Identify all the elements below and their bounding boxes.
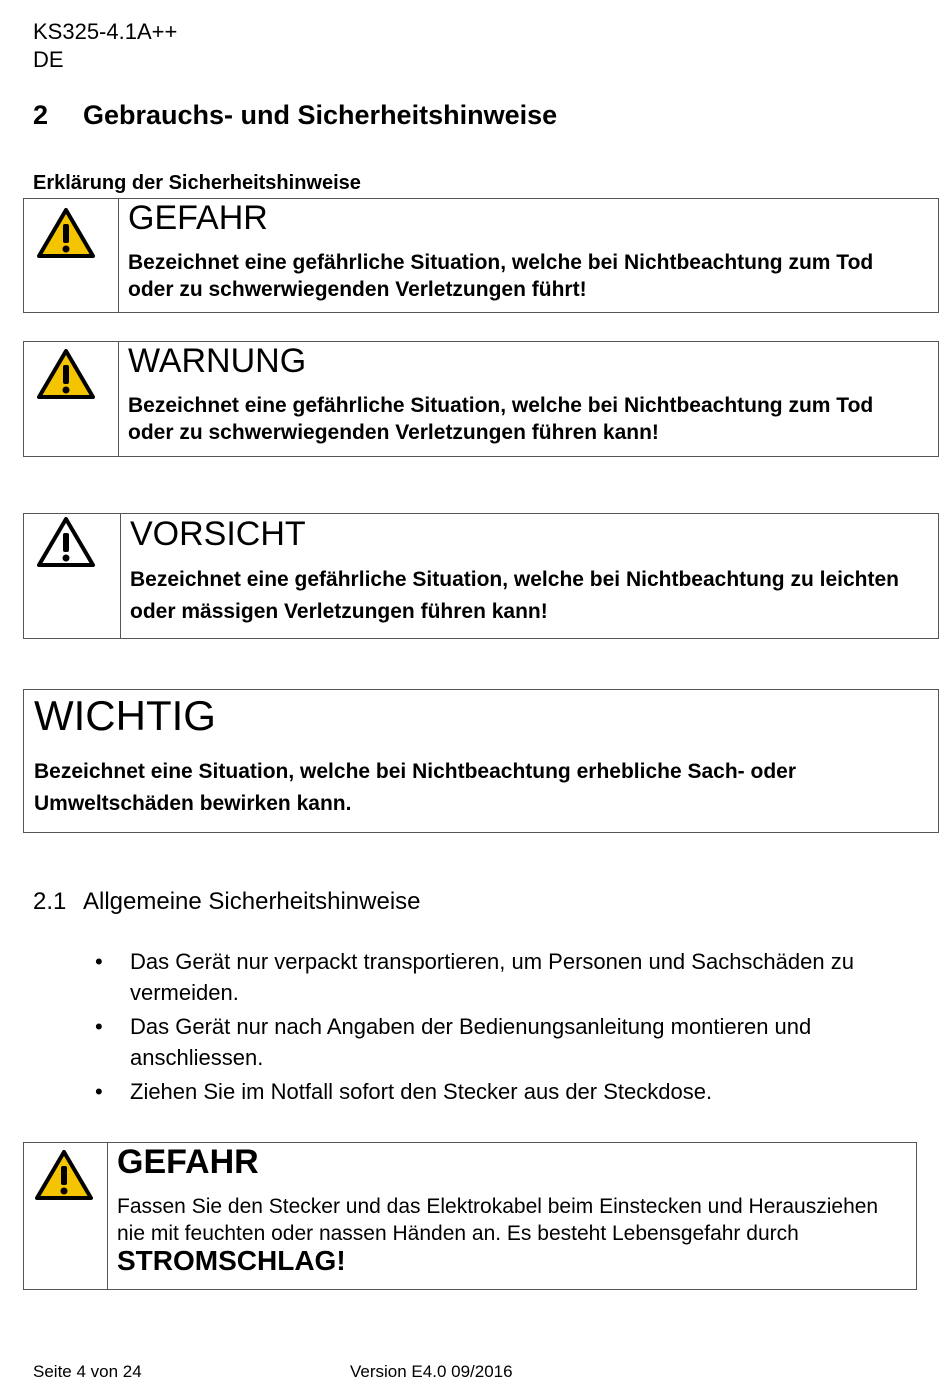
danger2-text: Fassen Sie den Stecker und das Elektrokabel beim Einstecken und Herausziehen nie mit feuchten oder nassen Händen an. Es besteht Lebensgefahr durch STROMSCHLAG! [117, 1195, 879, 1276]
model-number: KS325-4.1A++ [33, 19, 178, 44]
danger-box-electric [23, 1142, 917, 1290]
caution-triangle-icon [36, 516, 96, 568]
subsection-title: Allgemeine Sicherheitshinweise [83, 888, 421, 915]
warning-triangle-icon [34, 1149, 94, 1201]
caution-box [23, 513, 939, 639]
section-number: 2 [33, 100, 49, 130]
bullet-icon: • [95, 1014, 103, 1039]
danger-title: GEFAHR [128, 199, 268, 237]
icon-cell [24, 342, 119, 456]
safety-list [95, 946, 915, 1110]
caution-title: VORSICHT [130, 515, 306, 553]
list-item: • Das Gerät nur nach Angaben der Bedienungsanleitung montieren und anschliessen. [95, 1011, 915, 1073]
warning-triangle-icon [36, 348, 96, 400]
explanation-title: Erklärung der Sicherheitshinweise [33, 172, 361, 194]
important-box [23, 689, 939, 833]
danger2-emphasis: STROMSCHLAG! [117, 1245, 346, 1276]
danger-text: Bezeichnet eine gefährliche Situation, welche bei Nichtbeachtung zum Tod oder zu schwerwiegenden Verletzungen führt! [128, 251, 874, 301]
important-text: Bezeichnet eine Situation, welche bei Nichtbeachtung erhebliche Sach- oder Umweltschäden bewirken kann. [34, 760, 796, 815]
list-item: • Das Gerät nur verpackt transportieren, um Personen und Sachschäden zu vermeiden. [95, 946, 915, 1008]
warning-box [23, 341, 939, 457]
page-number: Seite 4 von 24 [33, 1362, 142, 1381]
subsection-number: 2.1 [33, 888, 67, 915]
warning-text: Bezeichnet eine gefährliche Situation, welche bei Nichtbeachtung zum Tod oder zu schwerwiegenden Verletzungen führen kann! [128, 394, 874, 444]
icon-cell [24, 514, 121, 638]
important-title: WICHTIG [34, 692, 216, 739]
document-header [33, 18, 177, 74]
caution-text: Bezeichnet eine gefährliche Situation, welche bei Nichtbeachtung zu leichten oder mässigen Verletzungen führen kann! [130, 568, 899, 623]
danger2-title: GEFAHR [117, 1143, 259, 1181]
list-item: • Ziehen Sie im Notfall sofort den Stecker aus der Steckdose. [95, 1076, 915, 1107]
warning-triangle-icon [36, 207, 96, 259]
warning-title: WARNUNG [128, 342, 307, 380]
bullet-icon: • [95, 1079, 103, 1104]
section-heading [33, 100, 557, 131]
icon-cell [24, 1143, 108, 1289]
danger-box [23, 198, 939, 313]
version-label: Version E4.0 09/2016 [350, 1362, 513, 1381]
language-code: DE [33, 47, 64, 72]
icon-cell [24, 199, 119, 312]
section-title: Gebrauchs- und Sicherheitshinweise [83, 100, 558, 130]
bullet-icon: • [95, 949, 103, 974]
subsection-heading [33, 888, 421, 916]
